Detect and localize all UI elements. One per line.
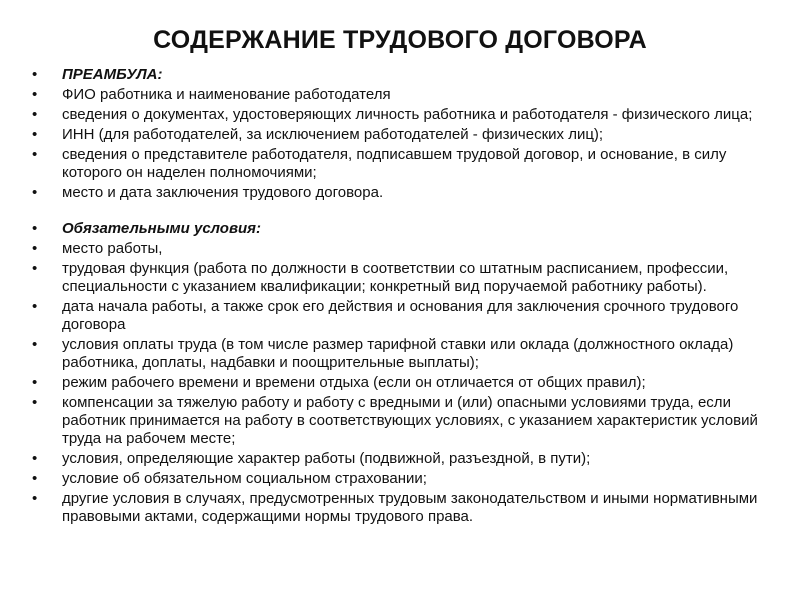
bullet-icon: •: [32, 146, 38, 163]
preamble-heading: [32, 66, 782, 84]
bullet-icon: •: [32, 374, 38, 391]
list-item-text: режим рабочего времени и времени отдыха (если он отличается от общих правил);: [62, 374, 646, 391]
list-item-text: дата начала работы, а также срок его действия и основания для заключения срочного трудового договора: [62, 298, 739, 333]
list-item: [32, 298, 782, 334]
list-item: [32, 470, 782, 488]
bullet-icon: •: [32, 336, 38, 353]
list-item-text: место и дата заключения трудового договора.: [62, 184, 384, 201]
mandatory-conditions-heading: [32, 220, 782, 238]
preamble-list: [32, 66, 782, 202]
list-item: [32, 374, 782, 392]
bullet-icon: •: [32, 394, 38, 411]
list-item: [32, 450, 782, 468]
mandatory-conditions-list: [32, 220, 782, 526]
list-item: [32, 184, 782, 202]
bullet-icon: •: [32, 66, 38, 83]
list-item-text: ИНН (для работодателей, за исключением работодателей - физических лиц);: [62, 126, 604, 143]
list-item: [32, 106, 782, 124]
bullet-icon: •: [32, 240, 38, 257]
list-item-text: сведения о документах, удостоверяющих личность работника и работодателя - физического лица;: [62, 106, 753, 123]
list-item: [32, 240, 782, 258]
page-title: СОДЕРЖАНИЕ ТРУДОВОГО ДОГОВОРА: [153, 26, 647, 54]
list-item: [32, 126, 782, 144]
bullet-icon: •: [32, 126, 38, 143]
list-item-text: условия, определяющие характер работы (подвижной, разъездной, в пути);: [62, 450, 591, 467]
bullet-icon: •: [32, 450, 38, 467]
bullet-icon: •: [32, 220, 38, 237]
bullet-icon: •: [32, 490, 38, 507]
bullet-icon: •: [32, 298, 38, 315]
list-item-text: место работы,: [62, 240, 163, 257]
list-item-text: другие условия в случаях, предусмотренных трудовым законодательством и иными нормативными правовыми актами, содержащими нормы трудового права.: [62, 490, 758, 525]
list-item-text: условия оплаты труда (в том числе размер тарифной ставки или оклада (должностного оклада) работника, доплаты, надбавки и поощрительные выплаты);: [62, 336, 734, 371]
bullet-icon: •: [32, 184, 38, 201]
list-item: [32, 260, 782, 296]
preamble-heading-text: ПРЕАМБУЛА:: [62, 66, 163, 83]
list-item-text: сведения о представителе работодателя, подписавшем трудовой договор, и основание, в силу которого он наделен полномочиями;: [62, 146, 727, 181]
list-item-text: компенсации за тяжелую работу и работу с вредными и (или) опасными условиями труда, если работник принимается на работу в соответствующих условиях, с указанием характеристик условий труда на рабочем месте;: [62, 394, 758, 447]
list-item: [32, 490, 782, 526]
bullet-icon: •: [32, 470, 38, 487]
list-item: [32, 336, 782, 372]
list-item-text: ФИО работника и наименование работодателя: [62, 86, 391, 103]
bullet-icon: •: [32, 260, 38, 277]
list-item-text: условие об обязательном социальном страховании;: [62, 470, 427, 487]
list-item-text: трудовая функция (работа по должности в соответствии со штатным расписанием, профессии, специальности с указанием квалификации; конкретный вид поручаемой работнику работы).: [62, 260, 729, 295]
bullet-icon: •: [32, 106, 38, 123]
content-area: [32, 66, 782, 528]
list-item: [32, 86, 782, 104]
list-item: [32, 394, 782, 448]
mandatory-conditions-heading-text: Обязательными условия:: [62, 220, 262, 237]
bullet-icon: •: [32, 86, 38, 103]
section-spacer: [32, 204, 782, 220]
list-item: [32, 146, 782, 182]
